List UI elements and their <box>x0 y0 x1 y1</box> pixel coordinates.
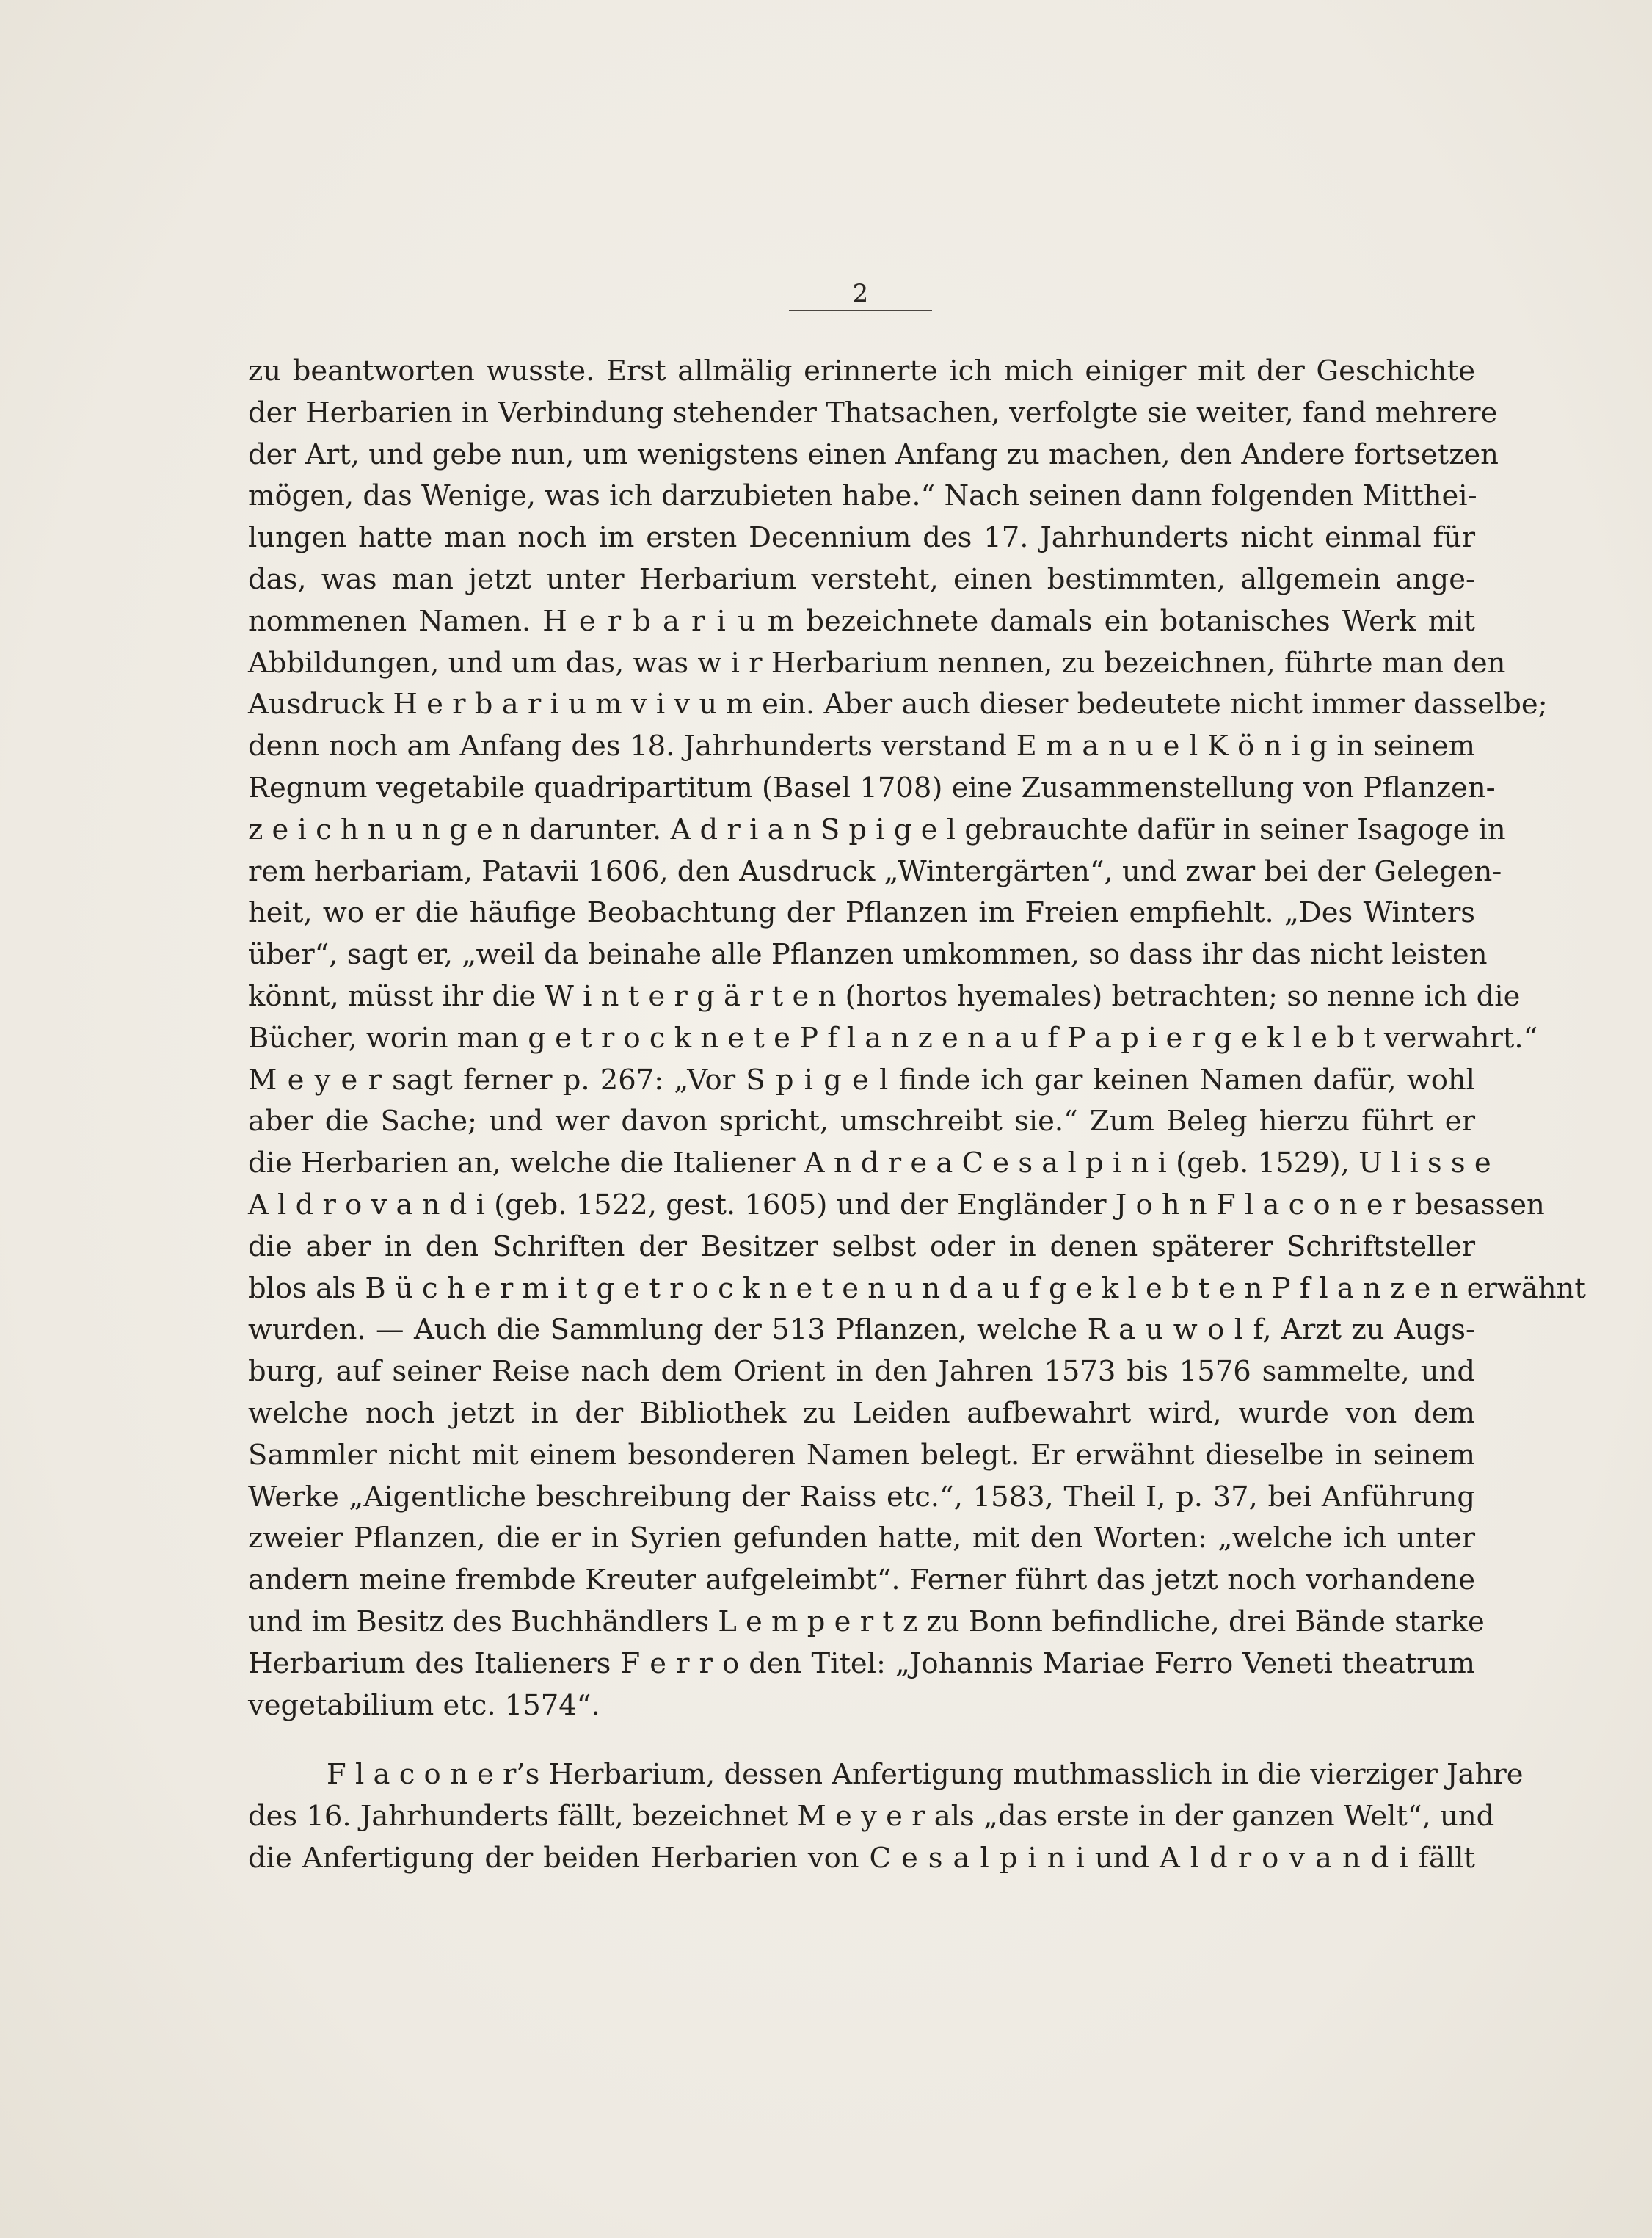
paragraph-2 <box>248 1754 1524 1879</box>
text-line: Ausdruck H e r b a r i u m v i v u m ein. Aber auch dieser bedeutete nicht immer dasselbe; <box>248 688 1548 722</box>
text-line: lungen hatte man noch im ersten Decennium des 17. Jahrhunderts nicht einmal für <box>248 521 1475 555</box>
paragraph-gap <box>248 1726 1475 1754</box>
text-line: andern meine frembde Kreuter aufgeleimbt“. Ferner führt das jetzt noch vorhandene <box>248 1563 1475 1597</box>
text-line: der Art, und gebe nun, um wenigstens einen Anfang zu machen, den Andere fortsetzen <box>248 437 1499 471</box>
text-line: M e y e r sagt ferner p. 267: „Vor S p i g e l finde ich gar keinen Namen dafür, wohl <box>248 1063 1475 1097</box>
page-number: 2 <box>852 279 869 308</box>
text-line: burg, auf seiner Reise nach dem Orient in den Jahren 1573 bis 1576 sammelte, und <box>248 1355 1475 1389</box>
text-line: aber die Sache; und wer davon spricht, umschreibt sie.“ Zum Beleg hierzu führt er <box>248 1105 1475 1138</box>
text-line: Herbarium des Italieners F e r r o den Titel: „Johannis Mariae Ferro Veneti theatrum <box>248 1646 1475 1680</box>
text-line: heit, wo er die häufige Beobachtung der Pflanzen im Freien empfiehlt. „Des Winters <box>248 896 1475 930</box>
text-line: zweier Pflanzen, die er in Syrien gefunden hatte, mit den Worten: „welche ich unter <box>248 1522 1475 1555</box>
body-text <box>248 351 1586 1880</box>
text-line: vegetabilium etc. 1574“. <box>248 1688 600 1722</box>
text-line: rem herbariam, Patavii 1606, den Ausdruck „Wintergärten“, und zwar bei der Gelegen- <box>248 854 1502 888</box>
header-rule <box>789 310 932 311</box>
text-line: nommenen Namen. H e r b a r i u m bezeichnete damals ein botanisches Werk mit <box>248 604 1475 638</box>
text-line: wurden. — Auch die Sammlung der 513 Pflanzen, welche R a u w o l f, Arzt zu Augs- <box>248 1313 1475 1347</box>
text-line: welche noch jetzt in der Bibliothek zu Leiden aufbewahrt wird, wurde von dem <box>248 1396 1475 1430</box>
paragraph-1 <box>248 351 1586 1726</box>
text-line: mögen, das Wenige, was ich darzubieten habe.“ Nach seinen dann folgenden Mitthei- <box>248 479 1477 513</box>
text-line: Bücher, worin man g e t r o c k n e t e P f l a n z e n a u f P a p i e r g e k l e b t verwahrt.“ <box>248 1021 1538 1055</box>
text-line: F l a c o n e r’s Herbarium, dessen Anfertigung muthmasslich in die vierziger Jahre <box>327 1758 1524 1792</box>
text-line: Werke „Aigentliche beschreibung der Raiss etc.“, 1583, Theil I, p. 37, bei Anführung <box>248 1480 1475 1514</box>
text-line: Regnum vegetabile quadripartitum (Basel 1708) eine Zusammenstellung von Pflanzen- <box>248 771 1496 804</box>
text-line: der Herbarien in Verbindung stehender Thatsachen, verfolgte sie weiter, fand mehrere <box>248 396 1498 429</box>
text-line: denn noch am Anfang des 18. Jahrhunderts verstand E m a n u e l K ö n i g in seinem <box>248 730 1475 763</box>
text-line: A l d r o v a n d i (geb. 1522, gest. 1605) und der Engländer J o h n F l a c o n e r besassen <box>248 1188 1545 1221</box>
text-line: die aber in den Schriften der Besitzer selbst oder in denen späterer Schriftsteller <box>248 1229 1475 1263</box>
text-line: blos als B ü c h e r m i t g e t r o c k n e t e n u n d a u f g e k l e b t e n P f l a n z e n erwähnt <box>248 1271 1586 1305</box>
text-line: über“, sagt er, „weil da beinahe alle Pflanzen umkommen, so dass ihr das nicht leisten <box>248 938 1488 972</box>
text-line: und im Besitz des Buchhändlers L e m p e r t z zu Bonn befindliche, drei Bände starke <box>248 1605 1485 1638</box>
text-line: Sammler nicht mit einem besonderen Namen belegt. Er erwähnt dieselbe in seinem <box>248 1438 1475 1472</box>
text-line: zu beantworten wusste. Erst allmälig erinnerte ich mich einiger mit der Geschichte <box>248 355 1475 388</box>
text-line: Abbildungen, und um das, was w i r Herbarium nennen, zu bezeichnen, führte man den <box>248 646 1506 680</box>
text-line: z e i c h n u n g e n darunter. A d r i a n S p i g e l gebrauchte dafür in seiner Isagoge in <box>248 813 1506 846</box>
text-line: könnt, müsst ihr die W i n t e r g ä r t e n (hortos hyemales) betrachten; so nenne ich die <box>248 979 1521 1013</box>
text-line: die Anfertigung der beiden Herbarien von C e s a l p i n i und A l d r o v a n d i fällt <box>248 1841 1475 1875</box>
text-line: des 16. Jahrhunderts fällt, bezeichnet M e y e r als „das erste in der ganzen Welt“, und <box>248 1800 1495 1834</box>
page-header <box>789 279 932 311</box>
text-line: die Herbarien an, welche die Italiener A n d r e a C e s a l p i n i (geb. 1529), U l i s s e <box>248 1147 1491 1180</box>
text-line: das, was man jetzt unter Herbarium versteht, einen bestimmten, allgemein ange- <box>248 562 1475 596</box>
